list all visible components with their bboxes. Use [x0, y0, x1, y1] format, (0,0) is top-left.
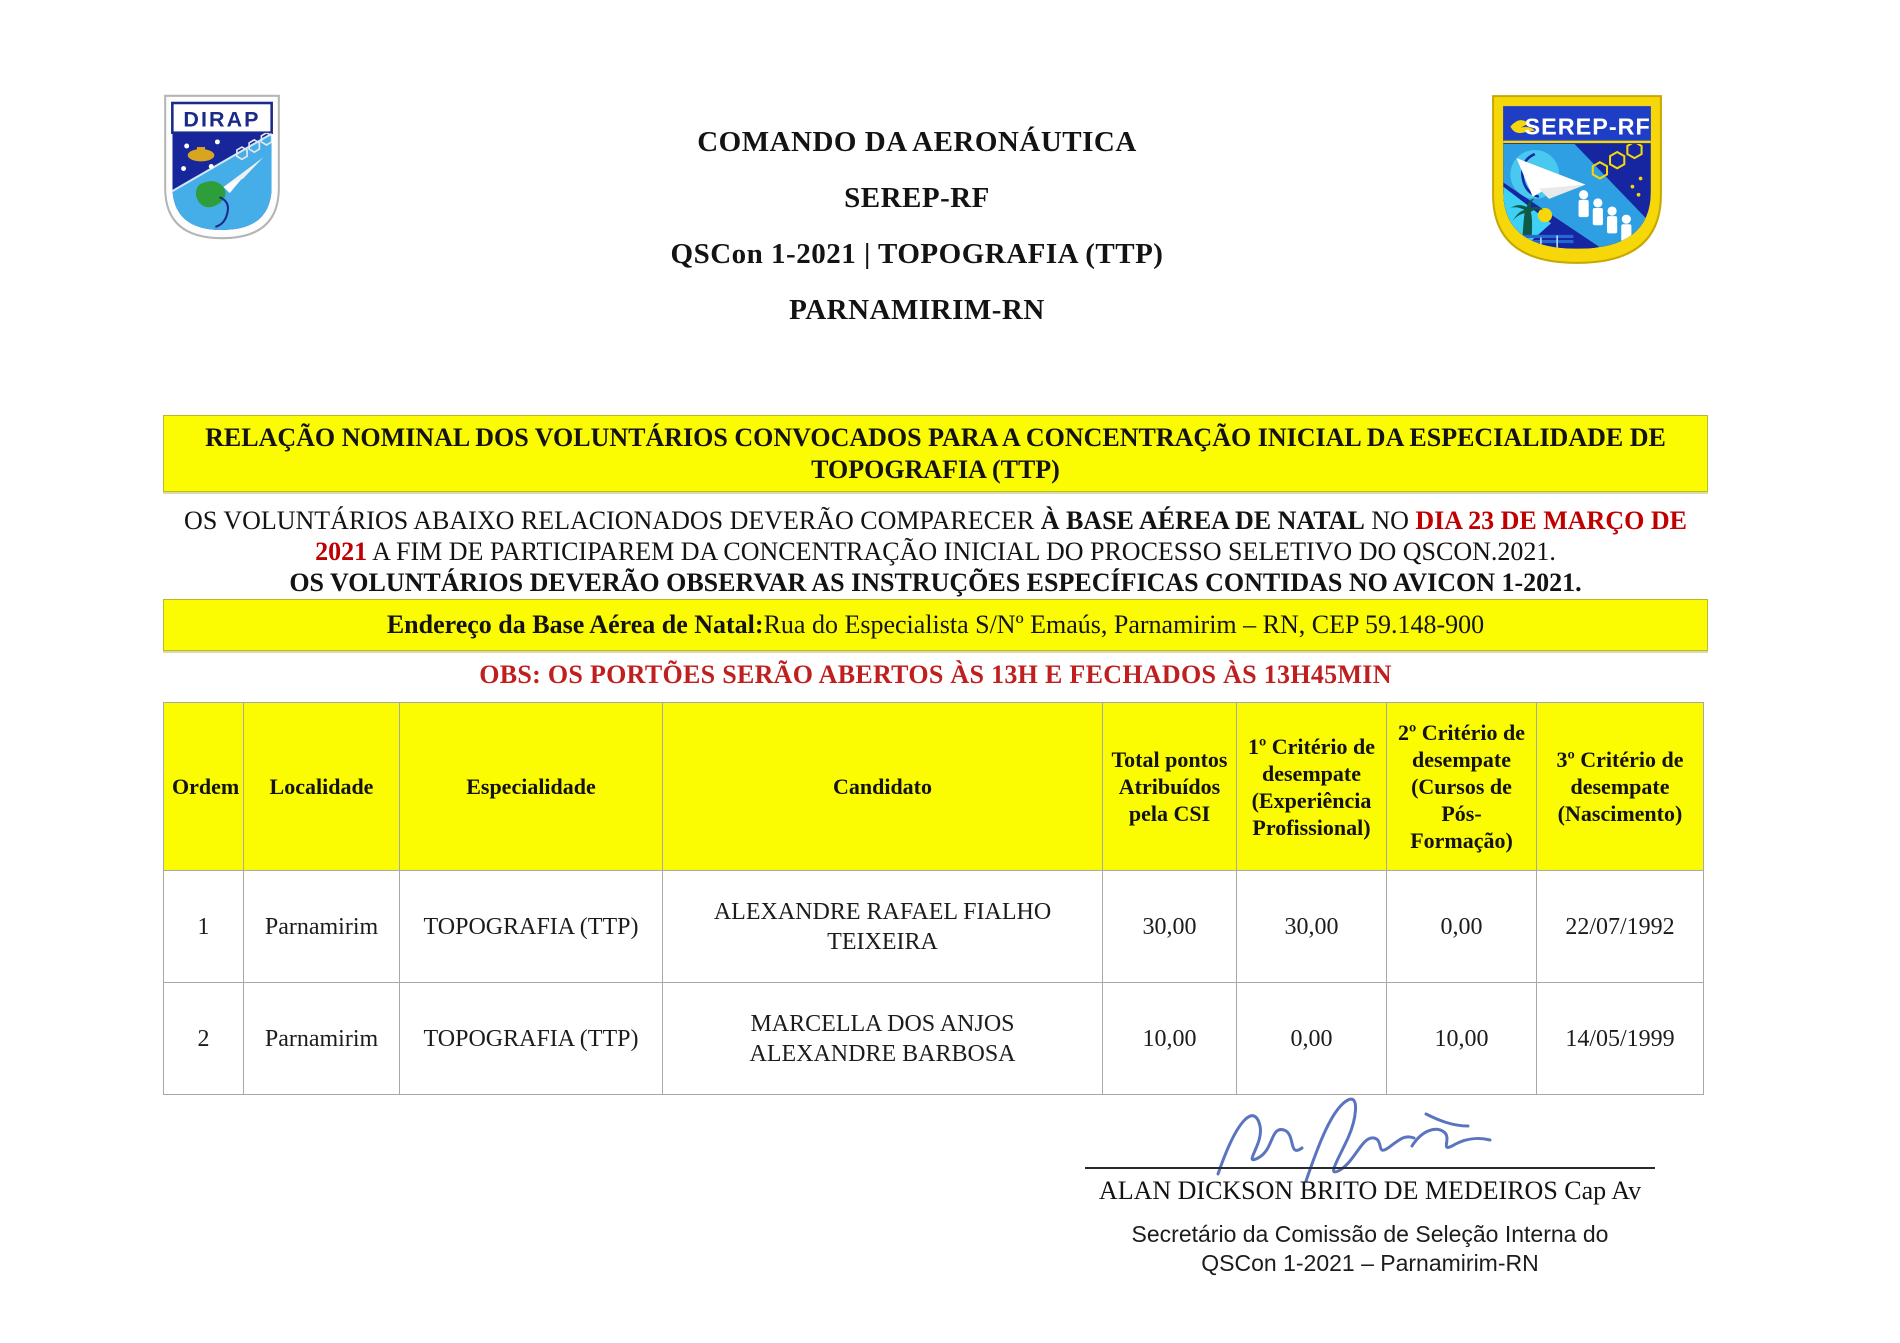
cell-criterio-1: 30,00: [1237, 871, 1387, 983]
candidates-table: [163, 702, 1704, 1095]
cell-criterio-1: 0,00: [1237, 983, 1387, 1095]
notice-paragraph: [163, 505, 1708, 598]
address-bar: [163, 599, 1708, 651]
header-process-title: QSCon 1-2021 | TOPOGRAFIA (TTP): [670, 238, 1164, 270]
title-banner: [163, 415, 1708, 492]
column-header-ordem: Ordem: [164, 703, 244, 871]
document-header: [167, 126, 1667, 350]
notice-text: NO: [1364, 506, 1416, 535]
column-header-localidade: Localidade: [244, 703, 400, 871]
signatory-role: [1070, 1220, 1670, 1278]
column-header-criterio-2: 2º Critério de desempate (Cursos de Pós-Formação): [1387, 703, 1537, 871]
header-city-title: PARNAMIRIM-RN: [789, 294, 1045, 326]
cell-criterio-3: 22/07/1992: [1537, 871, 1704, 983]
title-banner-line2: TOPOGRAFIA (TTP): [811, 454, 1060, 484]
cell-localidade: Parnamirim: [244, 983, 400, 1095]
notice-text: A FIM DE PARTICIPAREM DA CONCENTRAÇÃO INICIAL DO PROCESSO SELETIVO DO QSCON.2021.: [367, 537, 1556, 566]
signature-line: [1085, 1167, 1655, 1169]
column-header-candidato: Candidato: [663, 703, 1103, 871]
dirap-logo-text: DIRAP: [183, 107, 261, 132]
notice-line-3: OS VOLUNTÁRIOS DEVERÃO OBSERVAR AS INSTRUÇÕES ESPECÍFICAS CONTIDAS NO AVICON 1-2021.: [289, 568, 1582, 597]
address-label: Endereço da Base Aérea de Natal:: [386, 610, 764, 639]
notice-base-name: À BASE AÉREA DE NATAL: [1040, 506, 1365, 535]
notice-text: OS VOLUNTÁRIOS ABAIXO RELACIONADOS DEVERÃO COMPARECER: [184, 506, 1041, 535]
title-banner-line1: RELAÇÃO NOMINAL DOS VOLUNTÁRIOS CONVOCADOS PARA A CONCENTRAÇÃO INICIAL DA ESPECIALIDADE DE: [205, 422, 1666, 452]
cell-localidade: Parnamirim: [244, 871, 400, 983]
cell-total-pontos: 10,00: [1103, 983, 1237, 1095]
column-header-criterio-1: 1º Critério de desempate (Experiência Profissional): [1237, 703, 1387, 871]
cell-ordem: 1: [164, 871, 244, 983]
header-org-title: SEREP-RF: [844, 182, 990, 214]
column-header-criterio-3: 3º Critério de desempate (Nascimento): [1537, 703, 1704, 871]
cell-candidato: ALEXANDRE RAFAEL FIALHO TEIXEIRA: [663, 871, 1103, 983]
cell-criterio-2: 10,00: [1387, 983, 1537, 1095]
table-row: [164, 983, 1704, 1095]
column-header-total-pontos: Total pontos Atribuídos pela CSI: [1103, 703, 1237, 871]
signatory-role-line2: QSCon 1-2021 – Parnamirim-RN: [1201, 1250, 1539, 1276]
notice-date-part2: 2021: [315, 537, 368, 566]
notice-date-part1: DIA 23 DE MARÇO DE: [1415, 506, 1687, 535]
notice-line-1: [163, 505, 1708, 536]
serep-logo-text: SEREP-RF: [1524, 113, 1651, 140]
column-header-especialidade: Especialidade: [400, 703, 663, 871]
cell-candidato: MARCELLA DOS ANJOS ALEXANDRE BARBOSA: [663, 983, 1103, 1095]
table-header-row: [164, 703, 1704, 871]
cell-criterio-2: 0,00: [1387, 871, 1537, 983]
signatory-name: ALAN DICKSON BRITO DE MEDEIROS Cap Av: [1098, 1176, 1642, 1205]
signatory-role-line1: Secretário da Comissão de Seleção Interna do: [1131, 1221, 1609, 1247]
cell-ordem: 2: [164, 983, 244, 1095]
address-value: Rua do Especialista S/Nº Emaús, Parnamirim – RN, CEP 59.148-900: [763, 610, 1485, 639]
header-command-title: COMANDO DA AERONÁUTICA: [697, 126, 1137, 158]
obs-warning: OBS: OS PORTÕES SERÃO ABERTOS ÀS 13H E FECHADOS ÀS 13H45MIN: [479, 660, 1392, 689]
cell-especialidade: TOPOGRAFIA (TTP): [400, 871, 663, 983]
cell-criterio-3: 14/05/1999: [1537, 983, 1704, 1095]
handwritten-signature: [1200, 1086, 1510, 1186]
cell-especialidade: TOPOGRAFIA (TTP): [400, 983, 663, 1095]
table-row: [164, 871, 1704, 983]
cell-total-pontos: 30,00: [1103, 871, 1237, 983]
notice-line-2: [163, 536, 1708, 567]
